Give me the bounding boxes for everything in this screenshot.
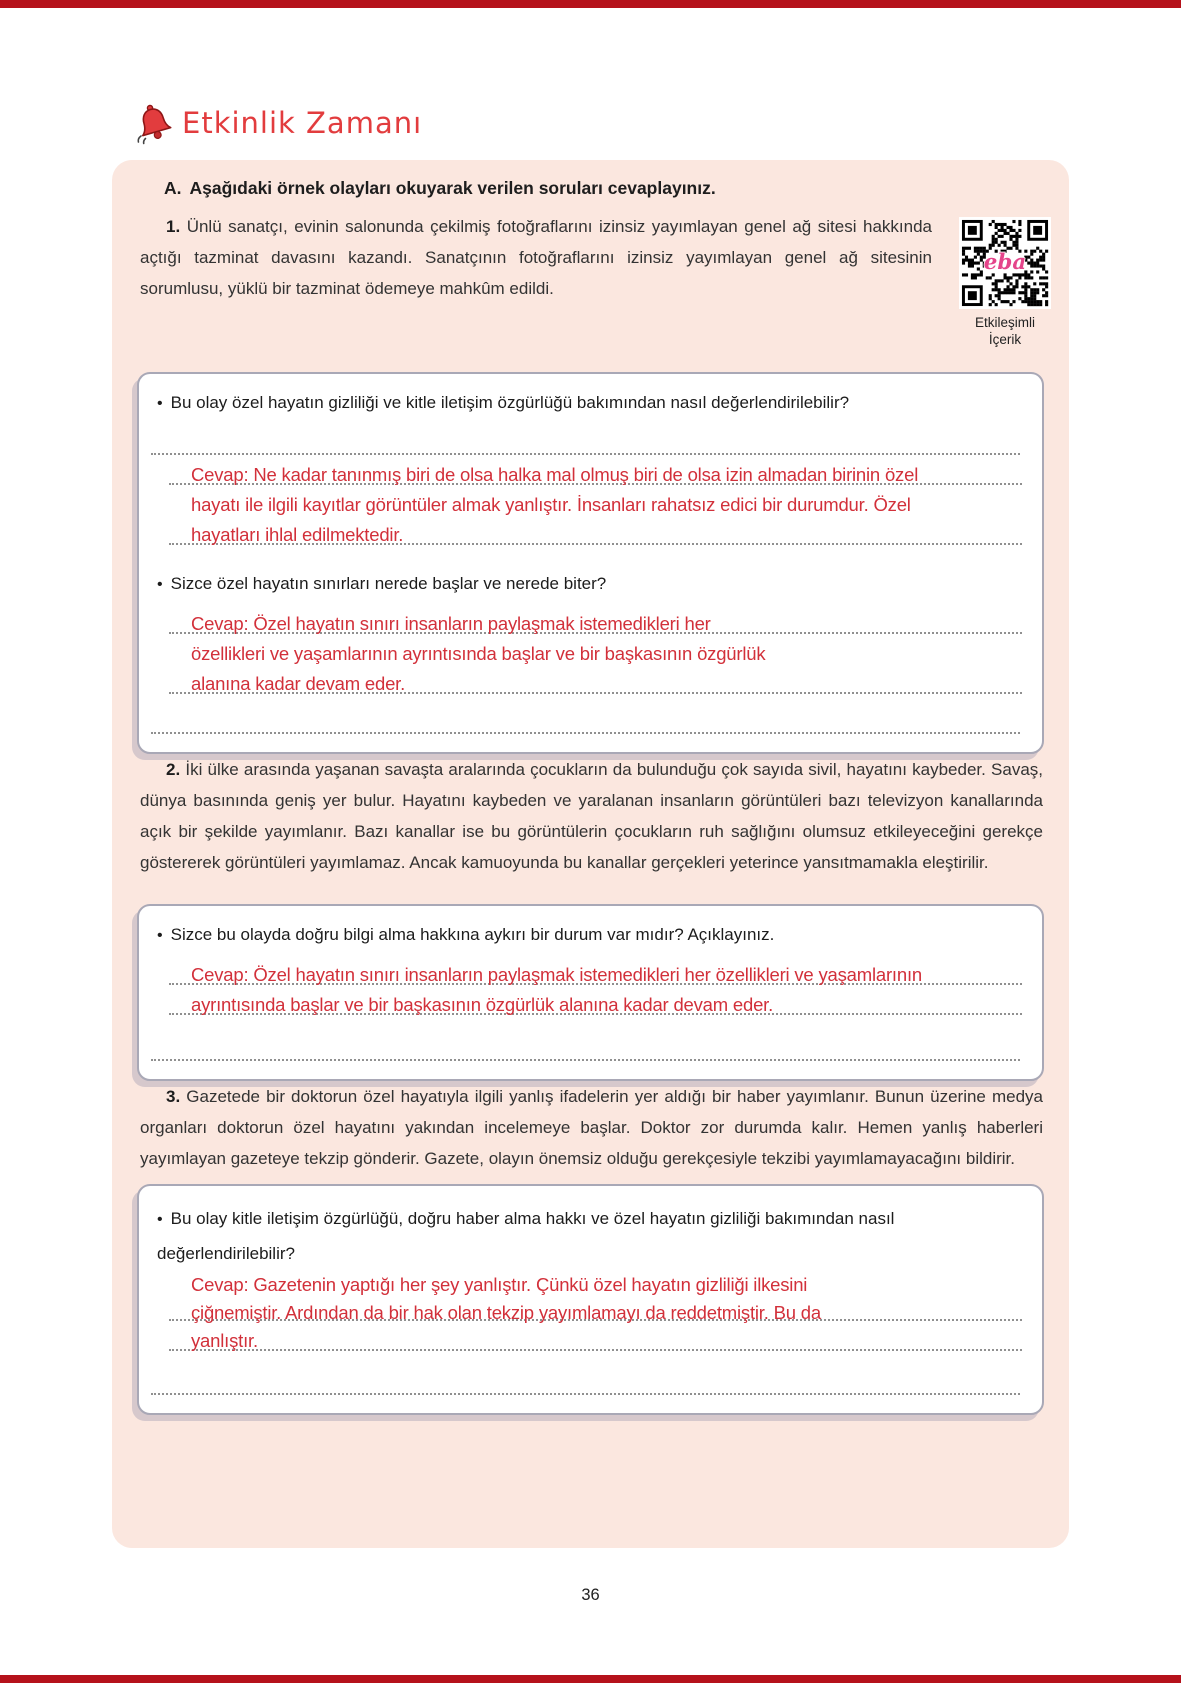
answer-line: çiğnemiştir. Ardından da bir hak olan tekzip yayımlamayı da reddetmiştir. Bu da: [191, 1299, 1022, 1327]
case-paragraph-2: [140, 754, 1043, 878]
answer-3: [191, 1271, 1022, 1357]
question-1a: [157, 390, 1022, 417]
answer-2: [191, 961, 1022, 1021]
bullet-icon: •: [157, 395, 163, 412]
answer-box-3: [137, 1184, 1044, 1415]
answer-line: yanlıştır.: [191, 1327, 1022, 1357]
question-text: Bu olay özel hayatın gizliliği ve kitle iletişim özgürlüğü bakımından nasıl değerlendirilebilir?: [170, 393, 850, 412]
instruction-heading: [164, 178, 1039, 199]
instruction-label: A.: [164, 178, 182, 198]
page-number: 36: [581, 1586, 600, 1604]
case-paragraph-3: [140, 1081, 1043, 1174]
qr-finder-top-left: [962, 220, 983, 241]
answer-line: alanına kadar devam eder.: [191, 670, 1022, 700]
eba-logo: eba: [983, 250, 1027, 276]
answer-line: özellikleri ve yaşamlarının ayrıntısında başlar ve bir başkasının özgürlük: [191, 643, 766, 664]
question-text: Bu olay kitle iletişim özgürlüğü, doğru haber alma hakkı ve özel hayatın gizliliği bakımından nasıl değerlendirilebilir?: [157, 1209, 895, 1263]
answer-line: ayrıntısında başlar ve bir başkasının özgürlük alanına kadar devam eder.: [191, 991, 1022, 1021]
content-panel: [112, 160, 1069, 1548]
case-text: İki ülke arasında yaşanan savaşta aralarında çocukların da bulunduğu çok sayıda sivil, hayatını kaybeder. Savaş, dünya basınında geniş yer bulur. Hayatını kaybeden ve yaralanan insanların görüntüleri bazı televizyon kanallarında açık bir şekilde yayımlanır. Bazı kanallar ise bu görüntülerin çocukların ruh sağlığını olumsuz etkileyeceğini gerekçe göstererek görüntüleri yayımlamaz. Ancak kamuoyunda bu kanallar gerçekleri yeterince yansıtmamakla eleştirilir.: [140, 760, 1043, 872]
bullet-icon: •: [157, 576, 163, 593]
answer-box-1: [137, 372, 1044, 754]
answer-line: Cevap: Özel hayatın sınırı insanların paylaşmak istemedikleri her özellikleri ve yaşamlarının: [191, 961, 1022, 991]
case-text: Ünlü sanatçı, evinin salonunda çekilmiş fotoğraflarını izinsiz yayımlayan genel ağ sitesi hakkında açtığı tazminat davasını kazandı. Sanatçının fotoğraflarını izinsiz yayımlayan genel ağ sitesinin sorumlusu, yüklü bir tazminat ödemeye mahkûm edildi.: [140, 217, 932, 298]
question-text: Sizce bu olayda doğru bilgi alma hakkına aykırı bir durum var mıdır? Açıklayınız.: [170, 925, 775, 944]
instruction-text: Aşağıdaki örnek olayları okuyarak verilen soruları cevaplayınız.: [189, 178, 716, 198]
blank-answer-line: [155, 1357, 1022, 1401]
blank-answer-line: [155, 425, 1022, 461]
question-2: [157, 922, 1022, 949]
answer-line: Cevap: Özel hayatın sınırı insanların paylaşmak istemedikleri her: [191, 610, 1022, 640]
bullet-icon: •: [157, 1211, 163, 1228]
question-text: Sizce özel hayatın sınırları nerede başlar ve nerede biter?: [170, 574, 607, 593]
page-bottom-border: [0, 1675, 1181, 1683]
bullet-icon: •: [157, 927, 163, 944]
case-number: 3.: [166, 1087, 181, 1106]
page-top-border: [0, 0, 1181, 8]
case-number: 1.: [166, 217, 181, 236]
case-paragraph-1: [140, 211, 932, 348]
answer-box-2: [137, 904, 1044, 1081]
question-3: [157, 1202, 1022, 1271]
case-text: Gazetede bir doktorun özel hayatıyla ilgili yanlış ifadelerin yer aldığı bir haber yayımlanır. Bunun üzerine medya organları doktorun özel hayatını yakından incelemeye başlar. Doktor zor durumda kalır. Hemen yanlış haberleri yayımlayan gazeteye tekzip gönderir. Gazete, olayın önemsiz olduğu gerekçesiyle tekzibi yayımlamayacağını bildirir.: [140, 1087, 1043, 1168]
answer-line: Cevap: Ne kadar tanınmış biri de olsa halka mal olmuş biri de olsa izin almadan birinin özel: [191, 461, 1022, 491]
answer-line: hayatları ihlal edilmektedir.: [191, 521, 1022, 551]
blank-answer-line: [155, 1021, 1022, 1067]
activity-title: Etkinlik Zamanı: [182, 106, 423, 140]
answer-1b: [191, 610, 1022, 700]
qr-code: [959, 217, 1051, 309]
case-number: 2.: [166, 760, 181, 779]
qr-caption-line1: Etkileşimli: [974, 315, 1035, 330]
blank-answer-line: [155, 700, 1022, 740]
question-1b: [157, 571, 1022, 598]
qr-finder-top-right: [1027, 220, 1048, 241]
qr-caption-line2: İçerik: [988, 332, 1022, 347]
qr-finder-bottom-left: [962, 285, 983, 306]
answer-1a: [191, 461, 1022, 551]
qr-block: [953, 217, 1057, 348]
qr-caption: [953, 314, 1057, 348]
activity-header: [134, 100, 422, 146]
answer-line: Cevap: Gazetenin yaptığı her şey yanlıştır. Çünkü özel hayatın gizliliği ilkesini: [191, 1274, 808, 1295]
case-1-row: [140, 211, 1057, 348]
bell-icon: [134, 100, 174, 146]
answer-line: hayatı ile ilgili kayıtlar görüntüler almak yanlıştır. İnsanları rahatsız edici bir durumdur. Özel: [191, 494, 911, 515]
